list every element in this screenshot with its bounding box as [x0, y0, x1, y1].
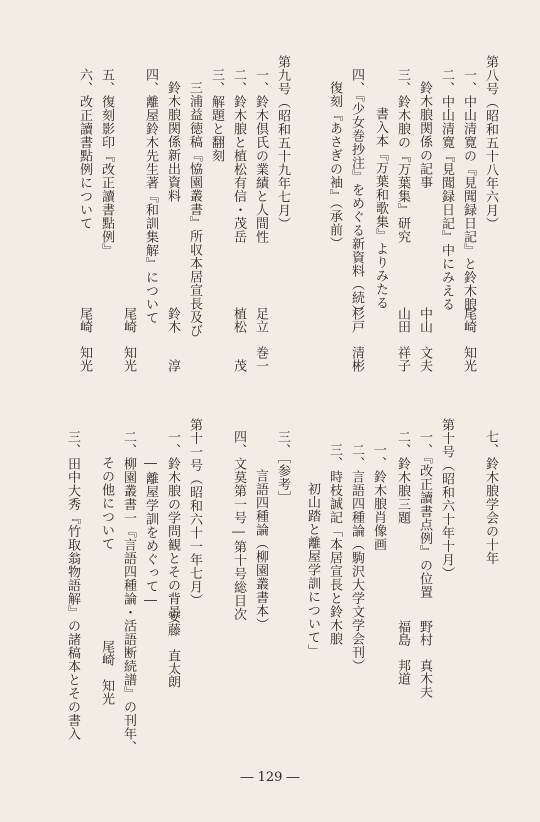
- entry-10-2: 二、鈴木朖三題: [395, 430, 410, 525]
- entry-10-2-2: 二、言語四種論（駒沢大学文学会刊）: [349, 443, 364, 673]
- author: 野村 真木夫: [417, 620, 432, 698]
- entry-9-3-cont2: 鈴木朖関係新出資料: [165, 81, 180, 203]
- entry-10-4: 四、文莫第一号―第十号総目次: [231, 430, 246, 621]
- entry-11-3: 三、田中大秀『竹取翁物語解』の諸稿本とその書入: [65, 430, 80, 741]
- entry-8-3: 三、鈴木朖の『万葉集』研究: [395, 68, 410, 244]
- entry-10-2-1: 一、鈴木朖肖像画: [371, 443, 386, 551]
- entry-11-2-cont: その他について: [99, 456, 114, 551]
- entry-8-1: 一、中山清寛の『見聞録日記』と鈴木朖: [461, 68, 476, 311]
- entry-9-3: 三、解題と翻刻: [209, 68, 224, 163]
- entry-9-1: 一、鈴木倶氏の業績と人間性: [253, 68, 268, 244]
- entry-9-5: 五、復刻影印『改正讀書點例』: [99, 68, 114, 257]
- author: 山田 祥子: [395, 307, 410, 372]
- entry-11-1-cont: ―離屋学訓をめぐって―: [143, 456, 158, 609]
- entry-8-4-cont: 復刻『あさぎの袖』（承前）: [327, 81, 342, 250]
- entry-11-1: 一、鈴木朖の学問観とその背景: [165, 430, 180, 619]
- author: 尾崎 知光: [121, 307, 136, 372]
- entry-10-2-3-cont: 初山踏と離屋学訓について」: [305, 482, 320, 658]
- entry-8-2-cont: 鈴木朖関係の記事: [417, 81, 432, 189]
- entry-8-3-cont: 書入本『万葉和歌集』よりみたる: [373, 107, 388, 310]
- entry-10-1: 一、『改正讀書点例』の位置: [417, 430, 432, 599]
- author: 尾崎 知光: [461, 307, 476, 372]
- entry-10-2-3: 三、時枝誠記「本居宣長と鈴木朖: [327, 443, 342, 646]
- author: 足立 巻一: [253, 307, 268, 372]
- entry-10-3-cont: 言語四種論（柳園叢書本）: [253, 469, 268, 631]
- author: 福島 邦道: [395, 620, 410, 685]
- entry-8-2: 二、中山清寛『見聞録日記』中にみえる: [439, 68, 454, 311]
- issue-11-heading: 第十一号（昭和六十一年七月）: [187, 418, 202, 607]
- entry-9-6: 六、改正讀書點例について: [77, 68, 92, 230]
- author: 鈴木 淳: [165, 307, 180, 372]
- author: 中山 文夫: [417, 307, 432, 372]
- issue-8-heading: 第八号（昭和五十八年六月）: [483, 55, 498, 231]
- entry-8-4: 四、『少女巻抄注』をめぐる新資料（続）: [349, 68, 364, 318]
- entry-10-3: 三、［参考］: [275, 430, 290, 505]
- author: 尾崎 知光: [99, 640, 114, 705]
- entry-7: 七、鈴木朖学会の十年: [483, 430, 498, 565]
- entry-9-3-cont: 三浦益徳稿『恊園叢書』所収本居宣長及び: [187, 81, 202, 338]
- author: 尾崎 知光: [77, 307, 92, 372]
- entry-11-2: 二、柳園叢書一『言語四種論・活語断続譜』の刊年、: [121, 430, 136, 754]
- page-number: ― 129 ―: [240, 770, 300, 785]
- entry-9-2: 二、鈴木朖と植松有信・茂岳: [231, 68, 246, 244]
- issue-10-heading: 第十号（昭和六十年十月）: [439, 418, 454, 580]
- author: 杉戸 清彬: [349, 307, 364, 372]
- author: 植松 茂: [231, 307, 246, 372]
- entry-9-4: 四、離屋鈴木先生著『和訓集解』について: [143, 68, 158, 325]
- author: 安藤 直太朗: [165, 610, 180, 688]
- issue-9-heading: 第九号（昭和五十九年七月）: [275, 55, 290, 231]
